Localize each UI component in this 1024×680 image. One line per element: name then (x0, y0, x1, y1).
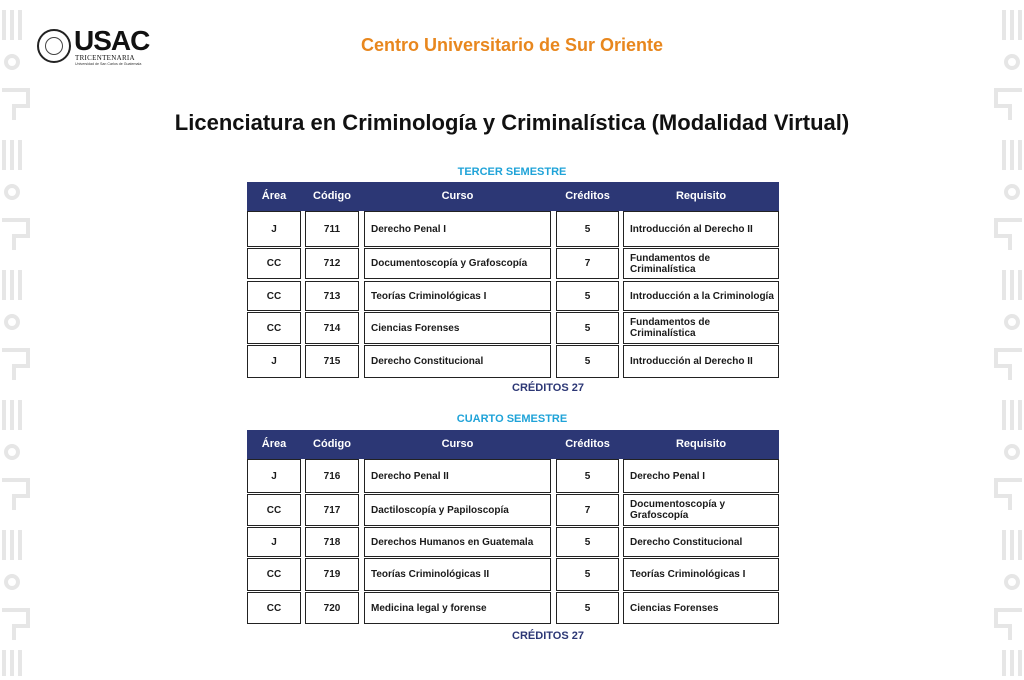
cell-creditos: 5 (556, 558, 619, 591)
cell-creditos: 5 (556, 527, 619, 557)
cell-curso: Teorías Criminológicas I (364, 281, 551, 311)
cell-creditos: 7 (556, 248, 619, 279)
table-row (247, 248, 779, 279)
column-header-requisito: Requisito (675, 438, 727, 450)
program-title: Licenciatura en Criminología y Criminalística (Modalidad Virtual) (174, 110, 850, 135)
cell-curso: Documentoscopía y Grafoscopía (364, 248, 551, 279)
column-header-creditos: Créditos (565, 190, 610, 202)
table-row (247, 592, 779, 624)
cell-requisito: Fundamentos de Criminalística (623, 312, 779, 344)
cell-codigo: 717 (305, 494, 359, 526)
cell-creditos: 5 (556, 345, 619, 378)
cell-requisito: Introducción al Derecho II (623, 211, 779, 247)
cell-codigo: 719 (305, 558, 359, 591)
cell-area: CC (247, 558, 301, 591)
cell-requisito: Teorías Criminológicas I (623, 558, 779, 591)
cell-codigo: 718 (305, 527, 359, 557)
cell-codigo: 716 (305, 459, 359, 493)
cell-creditos: 5 (556, 281, 619, 311)
cell-codigo: 713 (305, 281, 359, 311)
cell-creditos: 5 (556, 312, 619, 344)
cell-area: J (247, 459, 301, 493)
cell-requisito: Documentoscopía y Grafoscopía (623, 494, 779, 526)
cell-curso: Derecho Penal I (364, 211, 551, 247)
column-header-area: Área (261, 438, 287, 450)
decorative-pattern-right (990, 0, 1024, 680)
cell-requisito: Derecho Constitucional (623, 527, 779, 557)
cell-requisito: Ciencias Forenses (623, 592, 779, 624)
cell-requisito: Derecho Penal I (623, 459, 779, 493)
center-title: Centro Universitario de Sur Oriente (360, 35, 664, 55)
table-row (247, 527, 779, 557)
cell-requisito: Fundamentos de Criminalística (623, 248, 779, 279)
table-header (247, 430, 779, 459)
cell-codigo: 712 (305, 248, 359, 279)
column-header-curso: Curso (441, 190, 474, 202)
cell-codigo: 711 (305, 211, 359, 247)
semester-table (247, 182, 779, 378)
cell-area: J (247, 345, 301, 378)
semester-credits: CRÉDITOS 27 (512, 382, 584, 394)
table-row (247, 211, 779, 247)
cell-requisito: Introducción al Derecho II (623, 345, 779, 378)
table-row (247, 281, 779, 311)
logo-subtitle: TRICENTENARIA (75, 54, 135, 62)
table-header (247, 182, 779, 211)
cell-curso: Derecho Penal II (364, 459, 551, 493)
table-row (247, 459, 779, 493)
semester-title: CUARTO SEMESTRE (456, 413, 568, 425)
column-header-codigo: Código (313, 438, 351, 450)
column-header-requisito: Requisito (675, 190, 727, 202)
cell-creditos: 5 (556, 211, 619, 247)
column-header-area: Área (261, 190, 287, 202)
cell-area: CC (247, 312, 301, 344)
column-header-curso: Curso (441, 438, 474, 450)
cell-codigo: 715 (305, 345, 359, 378)
table-row (247, 494, 779, 526)
semester-credits: CRÉDITOS 27 (512, 630, 584, 642)
column-header-codigo: Código (313, 190, 351, 202)
cell-curso: Teorías Criminológicas II (364, 558, 551, 591)
semester-table (247, 430, 779, 624)
cell-codigo: 720 (305, 592, 359, 624)
logo-name: USAC (74, 25, 150, 56)
cell-creditos: 7 (556, 494, 619, 526)
table-row (247, 558, 779, 591)
cell-requisito: Introducción a la Criminología (623, 281, 779, 311)
cell-area: J (247, 211, 301, 247)
cell-creditos: 5 (556, 459, 619, 493)
table-row (247, 312, 779, 344)
cell-area: CC (247, 592, 301, 624)
cell-curso: Dactiloscopía y Papiloscopía (364, 494, 551, 526)
cell-curso: Derechos Humanos en Guatemala (364, 527, 551, 557)
cell-curso: Derecho Constitucional (364, 345, 551, 378)
cell-curso: Medicina legal y forense (364, 592, 551, 624)
semester-title: TERCER SEMESTRE (457, 166, 567, 178)
table-row (247, 345, 779, 378)
cell-creditos: 5 (556, 592, 619, 624)
decorative-pattern-left (0, 0, 34, 680)
cell-codigo: 714 (305, 312, 359, 344)
logo-tagline: Universidad de San Carlos de Guatemala (75, 62, 142, 66)
column-header-creditos: Créditos (565, 438, 610, 450)
cell-area: CC (247, 494, 301, 526)
cell-curso: Ciencias Forenses (364, 312, 551, 344)
cell-area: J (247, 527, 301, 557)
cell-area: CC (247, 248, 301, 279)
cell-area: CC (247, 281, 301, 311)
